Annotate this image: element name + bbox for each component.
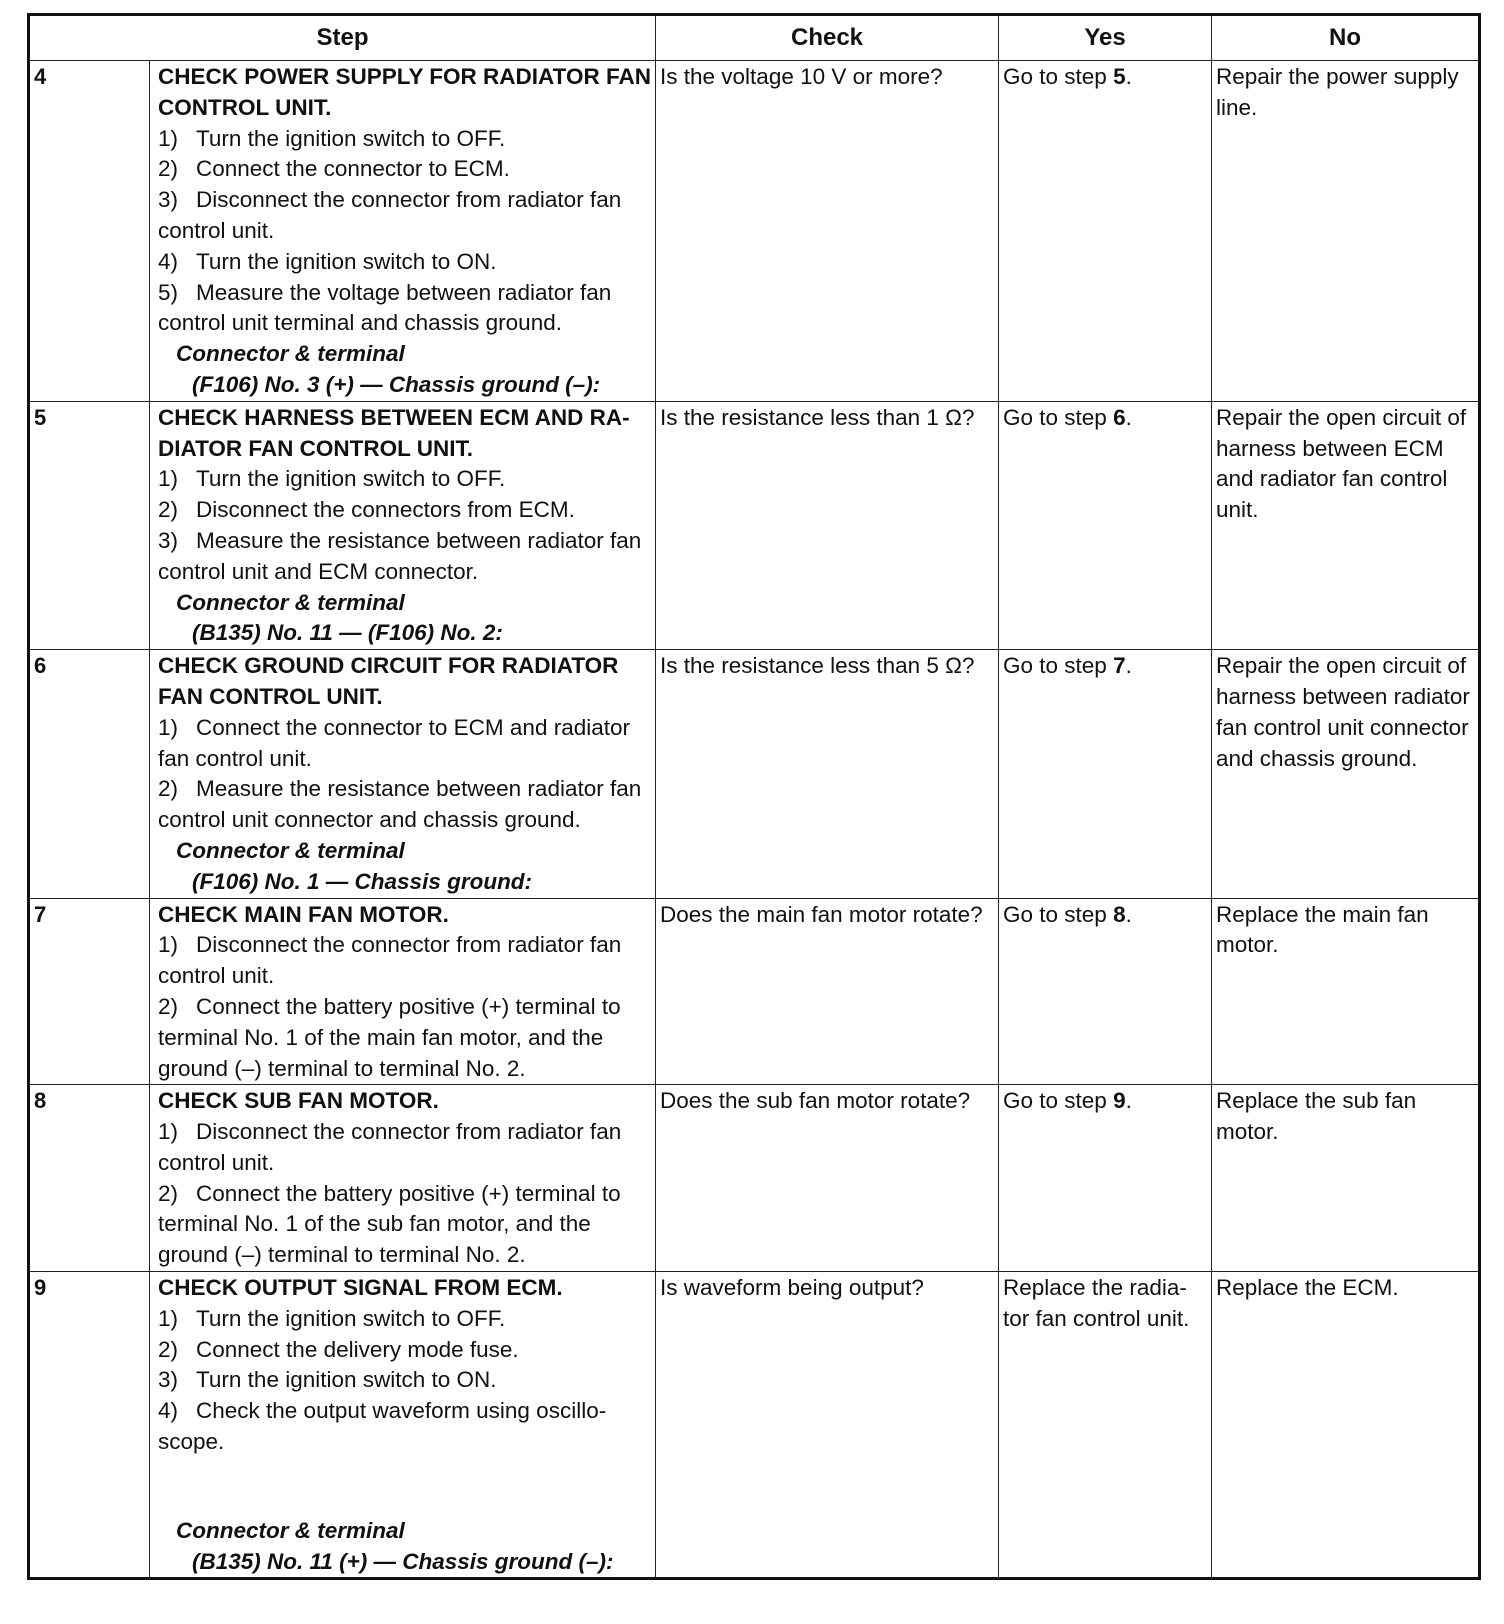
header-no: No [1212,15,1480,61]
substep: 1) Turn the ignition switch to OFF. [158,125,506,151]
substep: 2) Measure the resistance between radiator fan control unit connector and chassis ground. [158,776,642,833]
step-title: CHECK HARNESS BETWEEN ECM AND RA-DIATOR FAN CONTROL UNIT. [158,404,630,461]
diagnostic-table [27,13,1481,1580]
no-cell: Repair the open circuit of harness between ECM and radiator fan control unit. [1212,401,1480,649]
step-number: 6 [29,650,150,898]
no-cell: Replace the main fan motor. [1212,898,1480,1085]
yes-cell: Go to step 7. [999,650,1212,898]
check-cell: Is the resistance less than 1 Ω? [656,401,999,649]
substep: 1) Disconnect the connector from radiator fan control unit. [158,932,622,989]
substep: 2) Connect the delivery mode fuse. [158,1336,519,1362]
yes-cell: Go to step 8. [999,898,1212,1085]
substep: 3) Measure the resistance between radiator fan control unit and ECM connector. [158,527,642,584]
step-number: 9 [29,1272,150,1579]
step-title: CHECK SUB FAN MOTOR. [158,1088,439,1114]
step-title: CHECK GROUND CIRCUIT FOR RADIATOR FAN CONTROL UNIT. [158,653,619,709]
check-cell: Does the sub fan motor rotate? [656,1085,999,1272]
yes-cell: Go to step 5. [999,61,1212,402]
substep: 2) Connect the connector to ECM. [158,156,510,182]
substep: 1) Disconnect the connector from radiator fan control unit. [158,1119,622,1175]
substep: 4) Turn the ignition switch to ON. [158,248,497,274]
substep: 1) Turn the ignition switch to OFF. [158,1305,506,1331]
header-check: Check [656,15,999,61]
step-number: 8 [29,1085,150,1272]
connector-terminal-value: (B135) No. 11 — (F106) No. 2: [192,620,503,646]
connector-terminal-value: (B135) No. 11 (+) — Chassis ground (–): [192,1548,614,1574]
step-number: 4 [29,61,150,402]
step-cell [150,650,656,898]
step-cell [150,1085,656,1272]
table-row [29,401,1480,649]
substep: 1) Connect the connector to ECM and radiator fan control unit. [158,714,630,771]
table-row [29,1272,1480,1579]
check-cell: Is the resistance less than 5 Ω? [656,650,999,898]
connector-terminal-label: Connector & terminal [176,1517,405,1543]
table-row [29,61,1480,402]
table-row [29,650,1480,898]
step-cell [150,401,656,649]
step-cell [150,898,656,1085]
substep: 4) Check the output waveform using oscillo-scope. [158,1398,607,1455]
no-cell: Repair the power supply line. [1212,61,1480,402]
step-title: CHECK POWER SUPPLY FOR RADIATOR FAN CONTROL UNIT. [158,64,651,120]
connector-terminal-value: (F106) No. 3 (+) — Chassis ground (–): [192,371,601,397]
table-row [29,898,1480,1085]
no-cell: Replace the ECM. [1212,1272,1480,1579]
connector-terminal-label: Connector & terminal [176,837,405,863]
yes-cell: Go to step 6. [999,401,1212,649]
step-number: 7 [29,898,150,1085]
step-cell [150,1272,656,1579]
header-step: Step [29,15,656,61]
header-yes: Yes [999,15,1212,61]
substep: 3) Disconnect the connector from radiator fan control unit. [158,187,622,243]
table-row [29,1085,1480,1272]
substep: 3) Turn the ignition switch to ON. [158,1367,497,1393]
substep: 2) Connect the battery positive (+) terminal to terminal No. 1 of the sub fan motor, and the ground (–) terminal to terminal No. 2. [158,1180,621,1268]
check-cell: Is the voltage 10 V or more? [656,61,999,402]
check-cell: Is waveform being output? [656,1272,999,1579]
connector-terminal-label: Connector & terminal [176,341,405,367]
step-title: CHECK MAIN FAN MOTOR. [158,901,449,927]
no-cell: Repair the open circuit of harness between radiator fan control unit connector and chassis ground. [1212,650,1480,898]
connector-terminal-label: Connector & terminal [176,589,405,615]
yes-cell: Go to step 9. [999,1085,1212,1272]
step-title: CHECK OUTPUT SIGNAL FROM ECM. [158,1275,563,1301]
substep: 1) Turn the ignition switch to OFF. [158,466,506,492]
substep: 2) Disconnect the connectors from ECM. [158,497,575,523]
yes-cell: Replace the radia-tor fan control unit. [999,1272,1212,1579]
connector-terminal-value: (F106) No. 1 — Chassis ground: [192,868,533,894]
substep: 5) Measure the voltage between radiator fan control unit terminal and chassis ground. [158,279,612,336]
check-cell: Does the main fan motor rotate? [656,898,999,1085]
substep: 2) Connect the battery positive (+) terminal to terminal No. 1 of the main fan motor, and the ground (–) terminal to terminal No. 2. [158,993,621,1081]
step-cell [150,61,656,402]
step-number: 5 [29,401,150,649]
header-row [29,15,1480,61]
no-cell: Replace the sub fan motor. [1212,1085,1480,1272]
